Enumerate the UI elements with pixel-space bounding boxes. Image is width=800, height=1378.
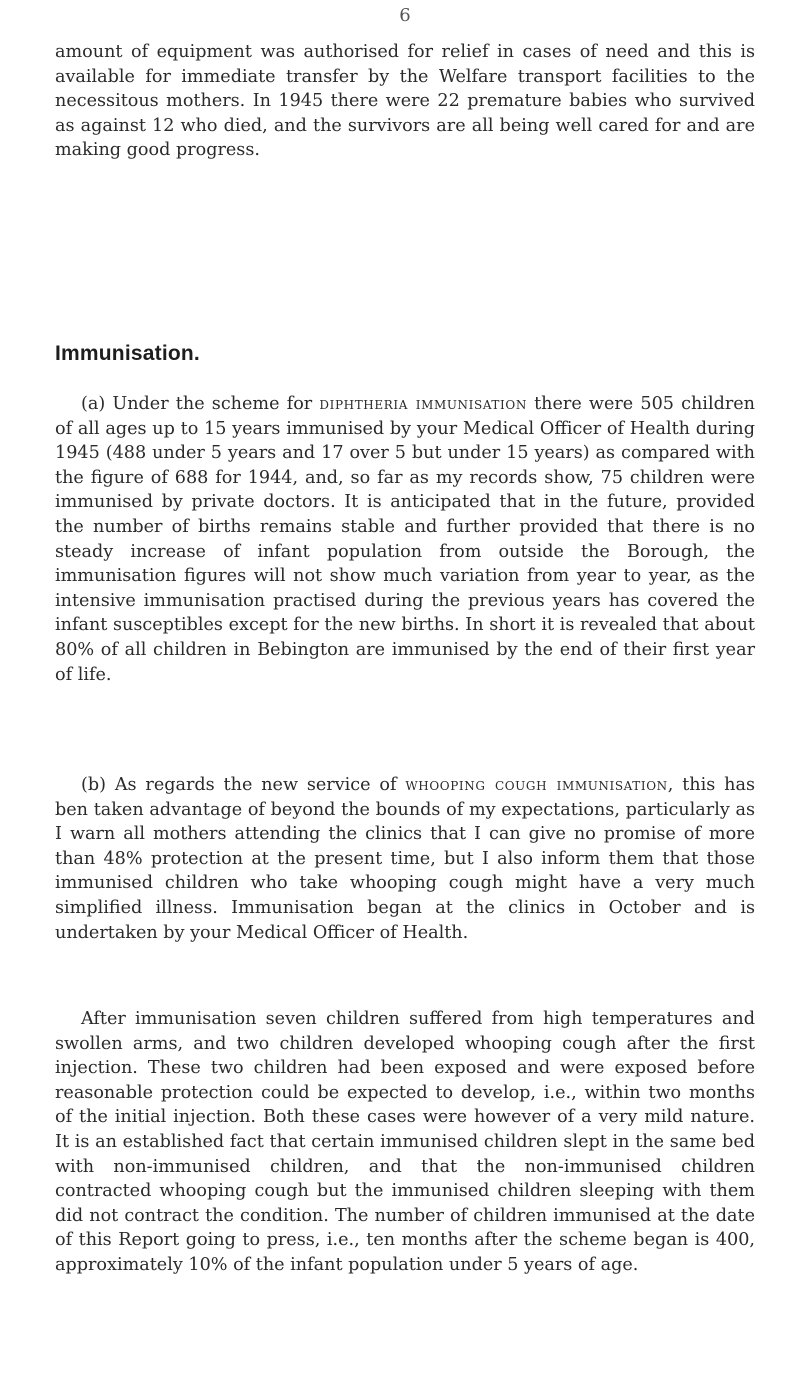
paragraph-a (55, 392, 755, 687)
paragraph-a-lead: (a) Under the scheme for (81, 394, 320, 414)
paragraph-c: After immunisation seven children suffered from high temperatures and swollen arms, and two children developed whooping cough after the first injection. These two children had been exposed and were exposed before reasonable protection could be expected to develop, i.e., within two months of the initial injection. Both these cases were however of a very mild nature. It is an established fact that certain immunised children slept in the same bed with non-immunised children, and that the non-immunised children contracted whooping cough but the immunised children sleeping with them did not contract the condition. The number of children immunised at the date of this Report going to press, i.e., ten months after the scheme began is 400, approximately 10% of the infant population under 5 years of age. (55, 1009, 755, 1275)
paragraph-b-term: whooping cough immunisation (405, 775, 668, 795)
section-heading: Immunisation. (55, 342, 200, 365)
paragraph-b (55, 773, 755, 945)
paragraph-a-body: there were 505 children of all ages up to 15 years immunised by your Medical Officer of Health during 1945 (488 under 5 years and 17 over 5 but under 15 years) as compared with the figure of 688 for 1944, and, so far as my records show, 75 children were immunised by private doctors. It is anticipated that in the future, provided the number of births remains stable and further provided that there is no steady increase of infant population from outside the Borough, the immunisation figures will not show much variation from year to year, as the intensive immunisation practised during the previous years has covered the infant susceptibles except for the new births. In short it is revealed that about 80% of all children in Bebington are immunised by the end of their first year of life. (55, 394, 755, 685)
paragraph-a-term: diphtheria immunisation (319, 394, 527, 414)
paragraph-b-lead: (b) As regards the new service of (81, 775, 406, 795)
intro-paragraph: amount of equipment was authorised for relief in cases of need and this is available for immediate transfer by the Welfare transport facilities to the necessitous mothers. In 1945 there were 22 premature babies who survived as against 12 who died, and the survivors are all being well cared for and are making good progress. (55, 42, 755, 161)
page-number: 6 (399, 5, 411, 26)
paragraph-b-body: , this has ben taken advantage of beyond the bounds of my expectations, particularly as I warn all mothers attending the clinics that I can give no promise of more than 48% protection at the present time, but I also inform them that those immunised children who take whooping cough might have a very much simplified illness. Immunisation began at the clinics in October and is undertaken by your Medical Officer of Health. (55, 775, 755, 943)
